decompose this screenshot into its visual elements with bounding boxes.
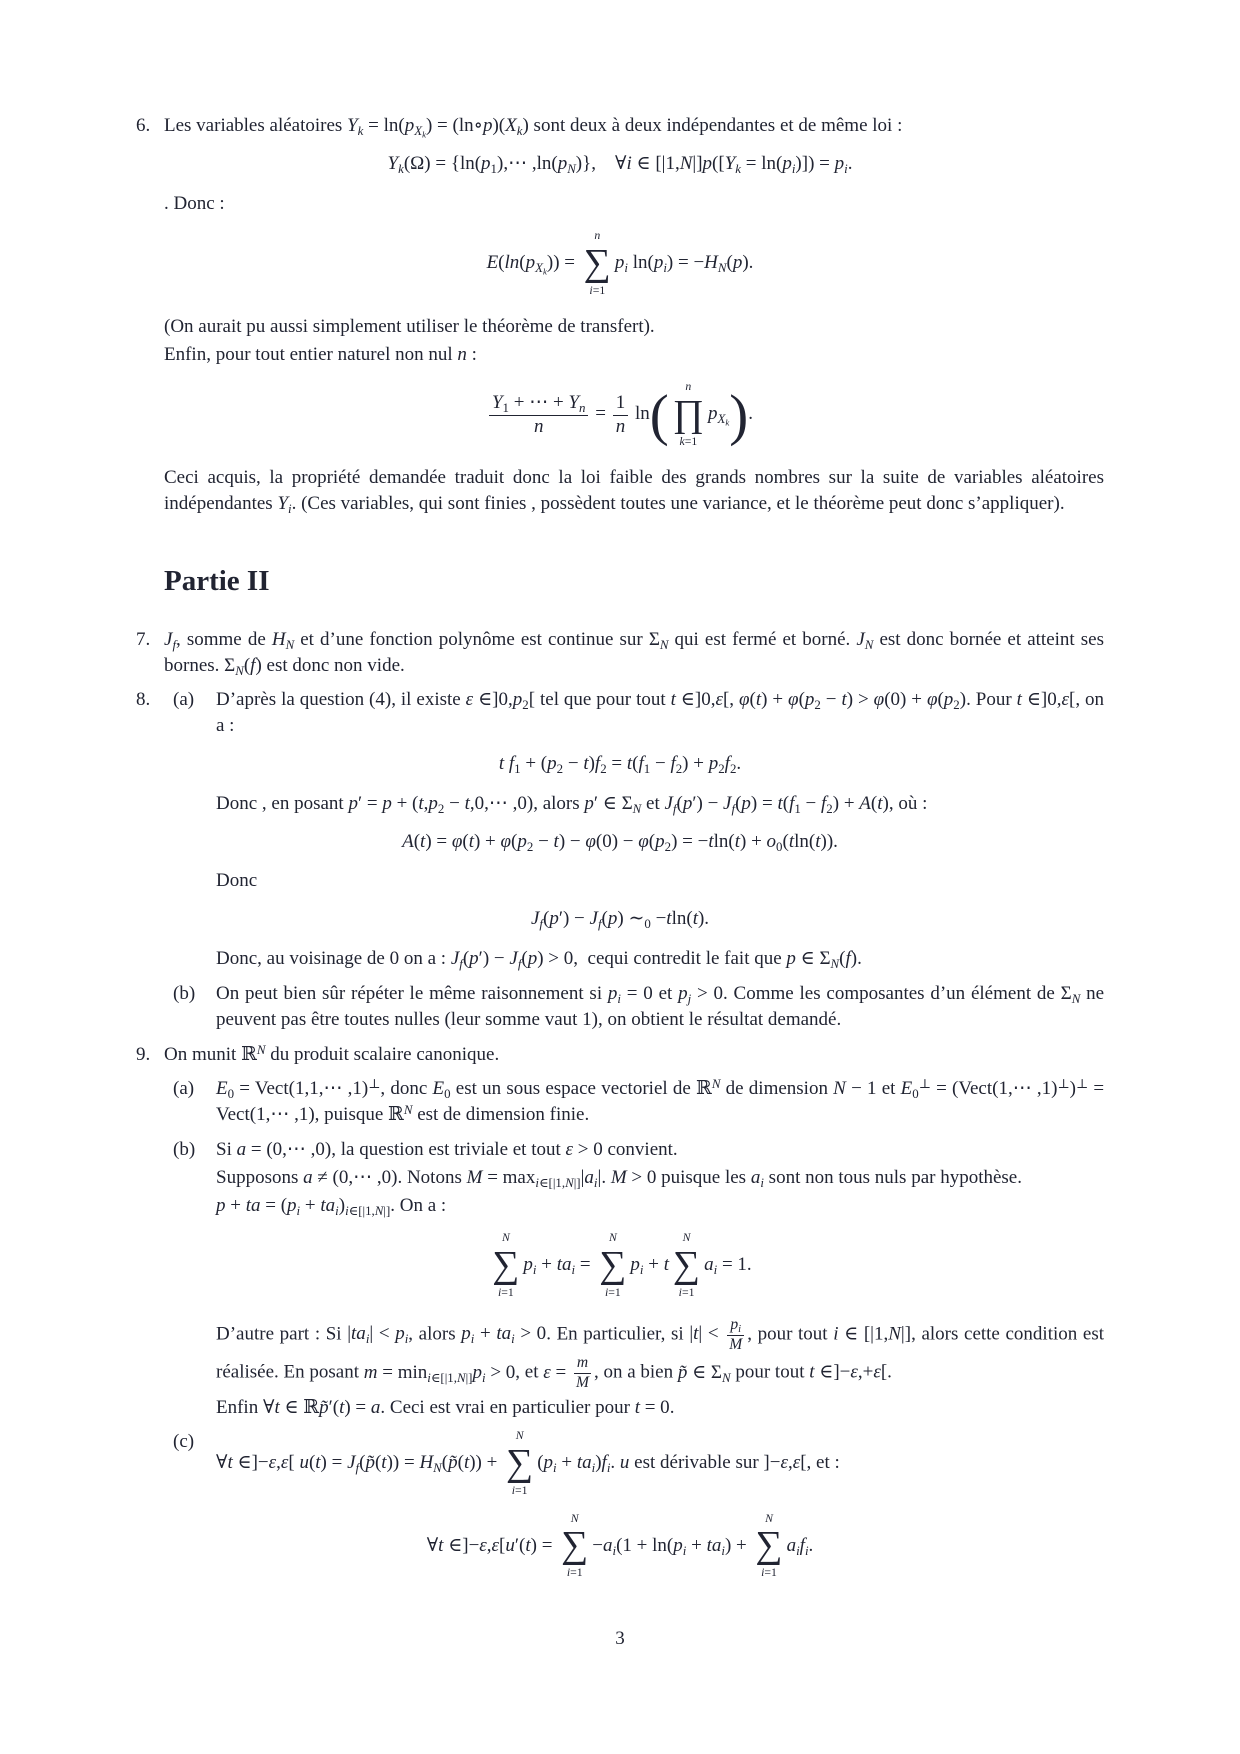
equation-content: $E(\ln(p_{X_k}))$ = n ∑ i=1 $p_i$ $\ln(p_i) = -H_N(p)$. <box>486 229 754 298</box>
display-equation <box>136 907 1104 931</box>
display-equation <box>136 152 1104 176</box>
section-heading <box>136 562 1104 601</box>
text-content: Enfin ∀t ∈ ℝp̃′(t) = a. Ceci est vrai en particulier pour t = 0. <box>216 1396 675 1418</box>
text-content: Donc, au voisinage de 0 on a : $J_f(p') - J_f(p) > 0$, cequi contredit le fait que p ∈ $\Sigma_N(f)$. <box>216 948 862 971</box>
paragraph <box>136 946 1104 972</box>
paragraph <box>136 1395 1104 1421</box>
text-content: Donc , en posant $p' = p + (t,p_2$ − t,0,⋯ ,0), alors p′ ∈ $\Sigma_N$ et $J_f(p') - J_f(p) = t(f_1 - f_2) + A(t)$, où : <box>216 792 928 816</box>
subitem-label: (a) <box>173 1078 195 1100</box>
paragraph <box>136 1316 1104 1393</box>
page-body <box>136 113 1104 1581</box>
subitem-label: (a) <box>173 689 195 711</box>
list-item <box>136 1042 1104 1068</box>
paragraph <box>136 342 1104 368</box>
display-equation <box>136 380 1104 449</box>
equation-content: N ∑ i=1 $p_i + ta_i$ = N ∑ i=1 $p_i + t$ N ∑ i=1 $a_i = 1$. <box>492 1231 752 1300</box>
display-equation <box>136 1231 1104 1300</box>
text-content: Supposons a ≠ (0,⋯ ,0). Notons $M = \max_{i\in[|1,N|]}|a_i|$. M > 0 puisque les $a_i$ sont non tous nuls par hypothèse. <box>216 1166 1022 1190</box>
subitem-label: (c) <box>173 1431 195 1453</box>
equation-content: ∀t ∈]−ε,ε[u′(t) = N ∑ i=1 $-a_i(1 + \ln(p_i + ta_i)$ + N ∑ i=1 $a_if_i$. <box>426 1511 814 1580</box>
paragraph <box>136 1165 1104 1191</box>
text-content: Ceci acquis, la propriété demandée traduit donc la loi faible des grands nombres sur la suite de variables aléatoires indépendantes $Y_i$. (Ces variables, qui sont finies , possèdent toutes une variance, et le théorème peut donc s’appliquer). <box>164 466 1104 516</box>
equation-content: t $f_1 + (p_2 - t)f_2 = t(f_1 - f_2) + p_2f_2$. <box>498 753 742 776</box>
display-equation <box>136 830 1104 854</box>
text-content: Partie II <box>164 565 270 598</box>
text-content: $E_0$ = Vect(1,1,⋯ ,1)⊥, donc $E_0$ est un sous espace vectoriel de ℝ$^N$ de dimension N − 1 et $E_0^\perp$ = (Vect(1,⋯ ,1)⊥)⊥ = Vect(1,⋯ ,1), puisque ℝ$^N$ est de dimension finie. <box>216 1076 1105 1126</box>
text-content: p + ta = $(p_i + ta_i)_{i\in[|1,N|]}$. On a : <box>216 1194 447 1218</box>
paragraph <box>136 465 1104 517</box>
item-number: 6. <box>136 115 151 136</box>
subitem-label: (b) <box>173 1139 196 1160</box>
text-content: D’autre part : Si $|ta_i| < p_i$, alors $p_i + ta_i > 0$. En particulier, si |t| < $\frac{p_i}{M}$ , pour tout i ∈ [|1,N|], alors cette condition est réalisée. En posant $m = \min_{i\in[|1,N|]}p_i > 0$, et ε = $\frac{m}{M}$ , on a bien p̃ ∈ $\Sigma_N$ pour tout t ∈]−ε,+ε[. <box>216 1315 1105 1391</box>
list-item <box>136 1076 1104 1128</box>
text-content: Donc <box>216 870 258 892</box>
paragraph <box>136 868 1104 894</box>
display-equation <box>136 752 1104 776</box>
text-content: Les variables aléatoires $Y_k = \ln(p_{X_k})$ = $(\ln\circ p)(X_k)$ sont deux à deux indépendantes et de même loi : <box>164 115 903 140</box>
list-item <box>136 687 1104 739</box>
display-equation <box>136 229 1104 298</box>
list-item <box>136 113 1104 139</box>
page-footer <box>0 1626 1240 1652</box>
page-number: 3 <box>615 1628 625 1650</box>
paragraph <box>136 1193 1104 1219</box>
equation-content: $J_f(p') - J_f(p)$ $\sim_0 -tln(t)$. <box>530 908 710 932</box>
text-content: (On aurait pu aussi simplement utiliser le théorème de transfert). <box>164 315 655 337</box>
text-content: D’après la question (4), il existe ε $\in]0,p_2$[ tel que pour tout t ∈]0,ε[, $\varphi(t) + \varphi(p_2 - t) > \varphi(0) + \varphi(p_2)$. Pour t ∈]0,ε[, on a : <box>216 689 1105 737</box>
paragraph <box>136 791 1104 817</box>
item-number: 7. <box>136 628 151 650</box>
text-content: $J_f$, somme de $H_N$ et d’une fonction polynôme est continue sur $\Sigma_N$ qui est fermé et borné. $J_N$ est donc bornée et atteint ses bornes. $\Sigma_N(f)$ est donc non vide. <box>164 628 1104 678</box>
equation-content: $\frac{Y_1 + \cdots + Y_n}{n}$ = $\frac{1}{n}$ ln ( n ∏ k=1 $p_{X_k}$ ) . <box>136 380 1104 449</box>
paragraph <box>136 314 1104 340</box>
text-content: On peut bien sûr répéter le même raisonnement si $p_i = 0$ et $p_j > 0$. Comme les composantes d’un élément de $\Sigma_N$ ne peuvent pas être toutes nulles (leur somme vaut 1), on obtient le résultat demandé. <box>216 982 1105 1030</box>
equation-content: $A(t) = \varphi(t) + \varphi(p_2 - t) - \varphi(0) - \varphi(p_2) = -tln(t) + o_0(tln(t))$. <box>402 830 838 854</box>
text-content: Enfin, pour tout entier naturel non nul n : <box>164 343 477 365</box>
display-equation <box>136 1512 1104 1581</box>
subitem-label: (b) <box>173 982 196 1004</box>
equation-content: $Y_k(\Omega)$ = {$\ln(p_1),\cdots$ $,\ln(p_N)$}, ∀i ∈ $[|1,N|]p([Y_k = \ln(p_i)]) = p_i$. <box>387 152 853 176</box>
item-number: 9. <box>136 1043 151 1065</box>
text-content: ∀t ∈]−ε,ε[ $u(t) = J_f(p̃(t))$ = $H_N(p̃(t))$ + N ∑ i=1 $(p_i + ta_i)f_i$. u est dérivable sur ]−ε,ε[, et : <box>216 1429 840 1497</box>
item-number: 8. <box>136 689 151 711</box>
text-content: . Donc : <box>164 192 225 214</box>
list-item <box>136 627 1104 679</box>
text-content: Si a = (0,⋯ ,0), la question est triviale et tout ε > 0 convient. <box>216 1139 678 1160</box>
paragraph <box>136 191 1104 217</box>
list-item <box>136 1137 1104 1163</box>
list-item <box>136 1429 1104 1498</box>
text-content: On munit ℝ$^N$ du produit scalaire canonique. <box>164 1041 500 1065</box>
list-item <box>136 981 1104 1033</box>
